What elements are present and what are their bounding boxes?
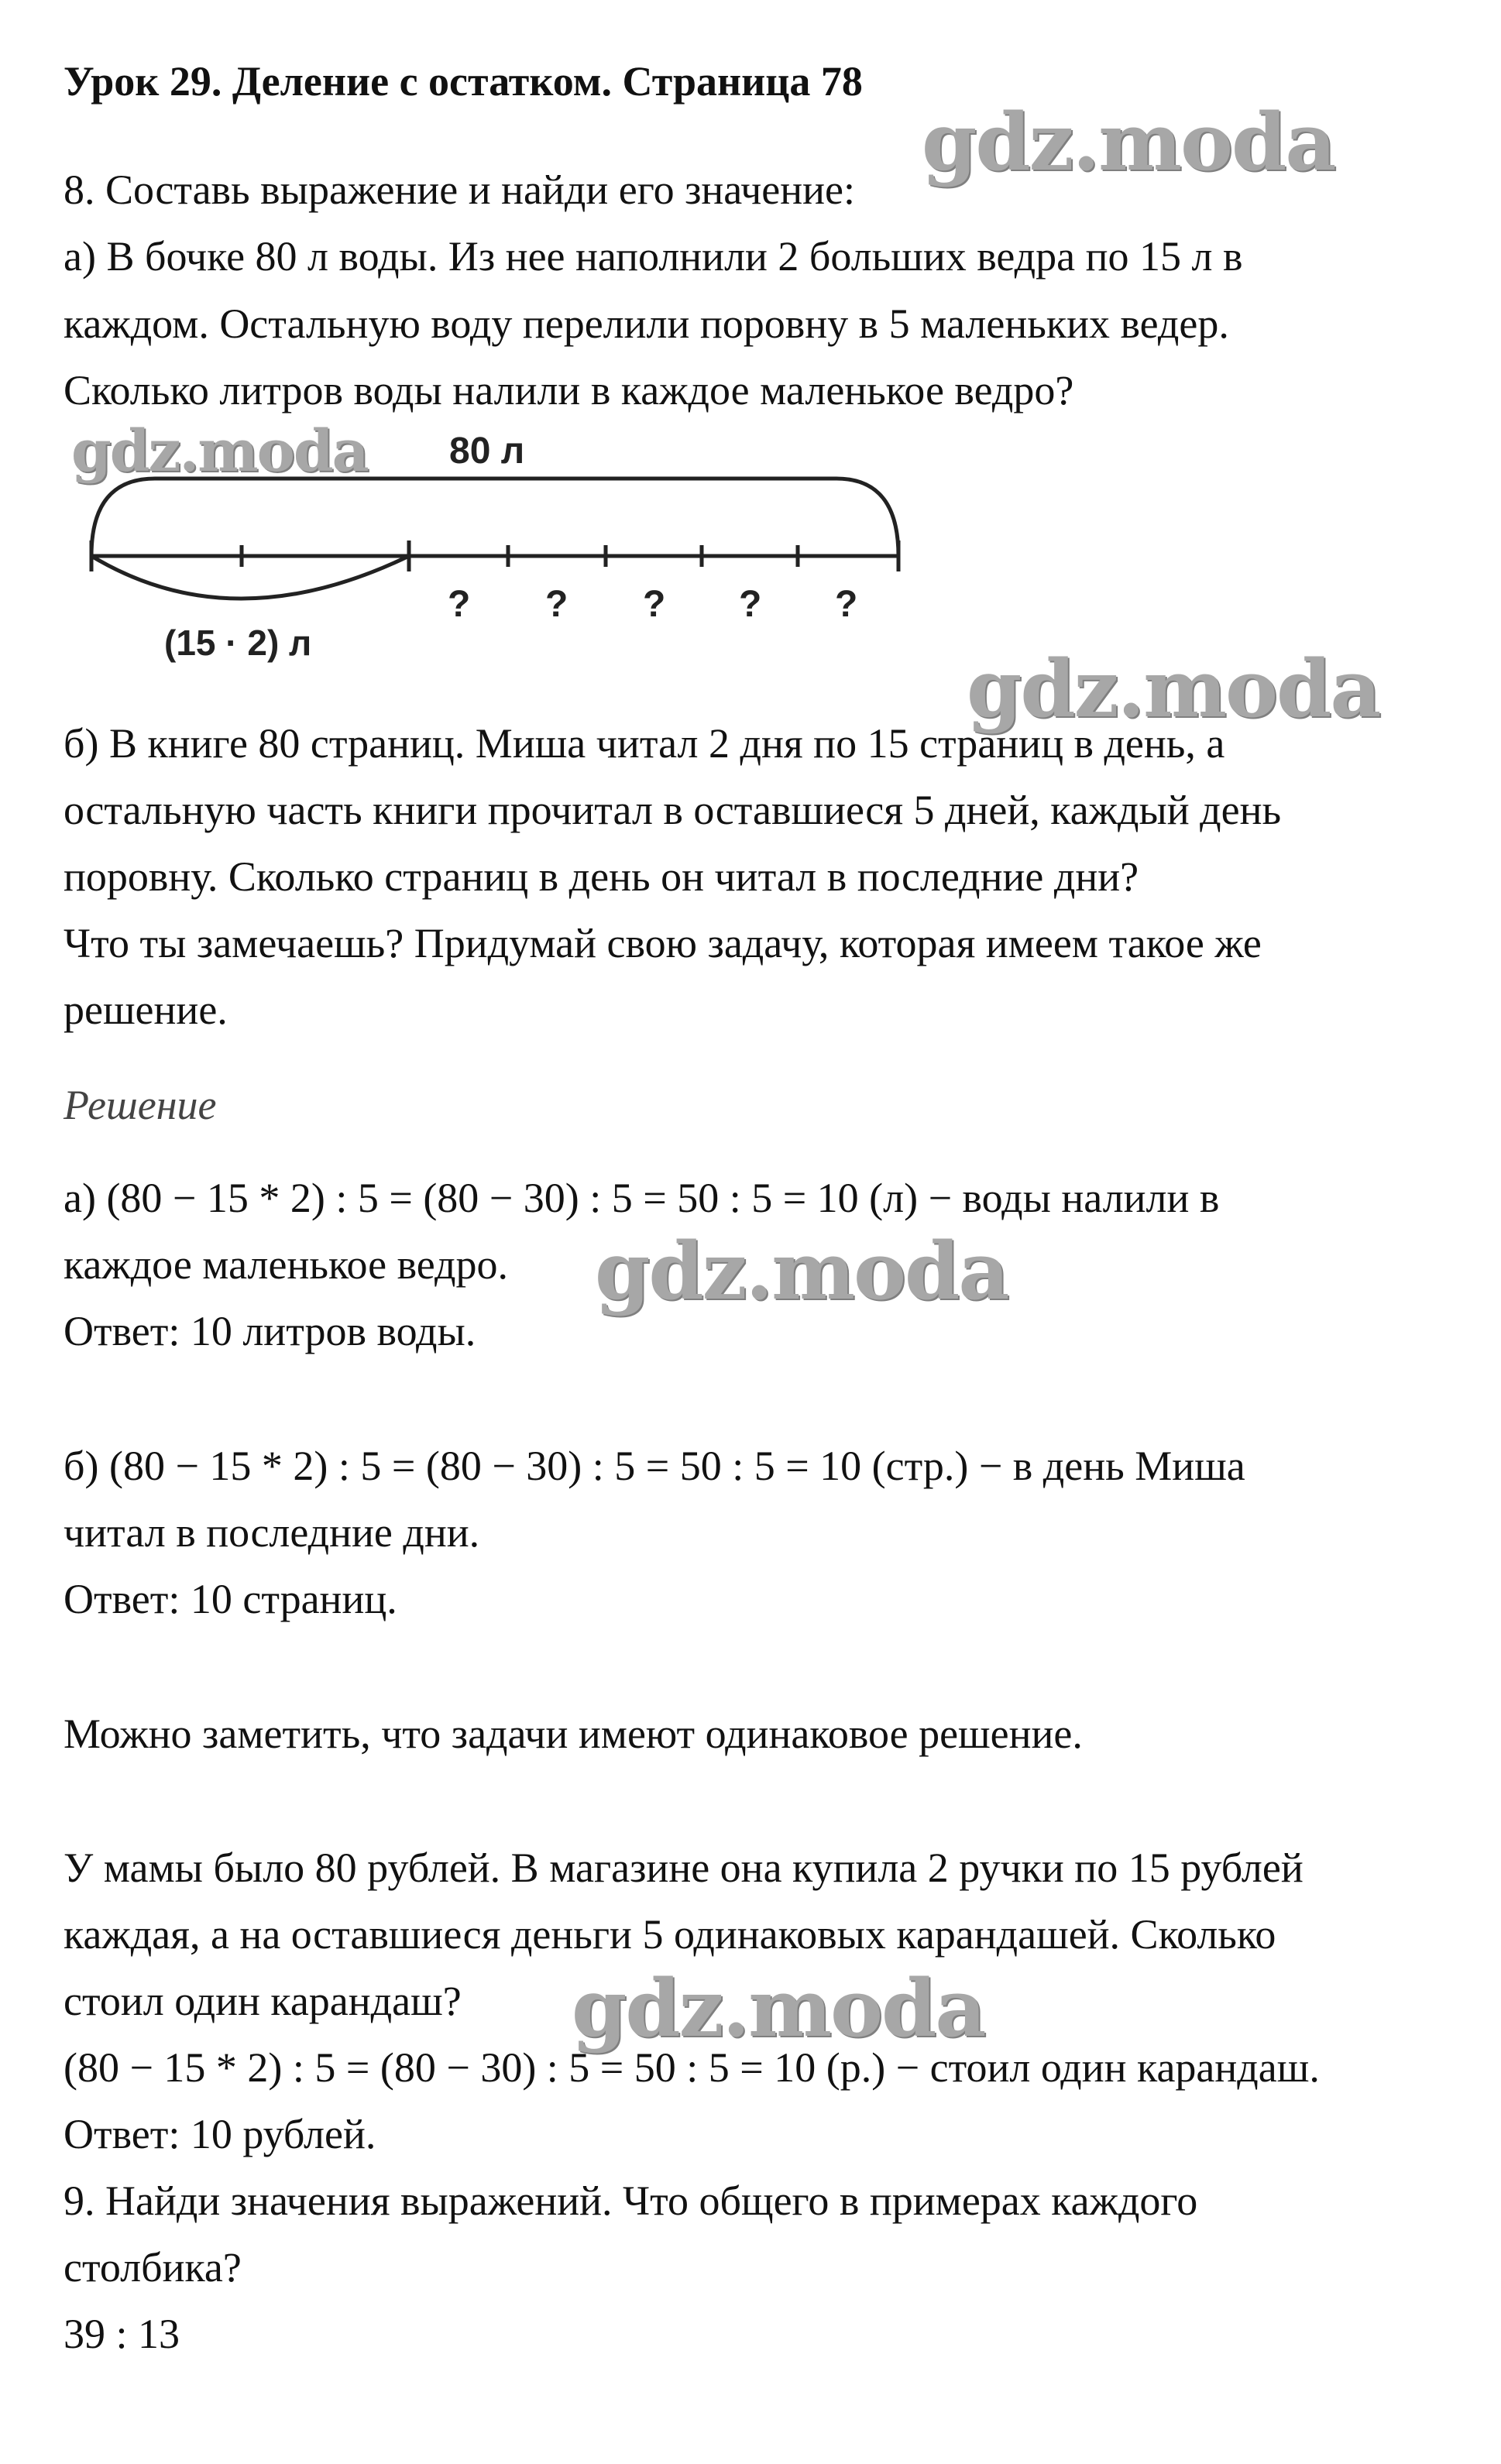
unknown-mark-5: ? (835, 584, 858, 625)
observation: Можно заметить, что задачи имеют одинаковое решение. (64, 1711, 1083, 1757)
task8-a-line-3: Сколько литров воды налили в каждое маленькое ведро? (64, 367, 1074, 414)
task8-b-line-4: Что ты замечаешь? Придумай свою задачу, которая имеем такое же (64, 920, 1262, 966)
task8-b-line-2: остальную часть книги прочитал в оставшиеся 5 дней, каждый день (64, 787, 1282, 833)
own-task-solution: (80 − 15 * 2) : 5 = (80 − 30) : 5 = 50 : 5 = 10 (р.) − стоил один карандаш. (64, 2044, 1320, 2091)
task8-b-line-5: решение. (64, 987, 228, 1033)
own-task-line-3: стоил один карандаш? (64, 1978, 462, 2024)
unknown-mark-4: ? (739, 584, 762, 625)
task8-b-line-3: поровну. Сколько страниц в день он читал в последние дни? (64, 853, 1139, 900)
unknown-mark-1: ? (448, 584, 471, 625)
watermark: gdz.moda (922, 96, 1335, 189)
task9-line-1: 9. Найди значения выражений. Что общего в примерах каждого (64, 2177, 1198, 2224)
own-task-answer: Ответ: 10 рублей. (64, 2111, 376, 2157)
solution-heading: Решение (64, 1082, 217, 1128)
solution-b-answer: Ответ: 10 страниц. (64, 1576, 397, 1622)
unknown-mark-2: ? (545, 584, 568, 625)
task9-expression: 39 : 13 (64, 2311, 180, 2357)
total-label: 80 л (449, 431, 525, 472)
task8-intro: 8. Составь выражение и найди его значение: (64, 166, 855, 213)
part-label: (15 · 2) л (164, 623, 312, 663)
watermark: gdz.moda (967, 643, 1380, 736)
total-brace (91, 479, 898, 556)
solution-a-line-1: а) (80 − 15 * 2) : 5 = (80 − 30) : 5 = 50 : 5 = 10 (л) − воды налили в (64, 1175, 1220, 1221)
part-arc (91, 556, 409, 599)
solution-b-line-2: читал в последние дни. (64, 1509, 480, 1556)
solution-b-line-1: б) (80 − 15 * 2) : 5 = (80 − 30) : 5 = 50 : 5 = 10 (стр.) − в день Миша (64, 1443, 1245, 1489)
own-task-line-1: У мамы было 80 рублей. В магазине она купила 2 ручки по 15 рублей (64, 1845, 1304, 1891)
task8-a-line-2: каждом. Остальную воду перелили поровну в 5 маленьких ведер. (64, 300, 1229, 347)
unknown-mark-3: ? (643, 584, 666, 625)
watermark: gdz.moda (71, 418, 368, 485)
page-title: Урок 29. Деление с остатком. Страница 78 (64, 58, 863, 105)
watermark: gdz.moda (595, 1225, 1008, 1318)
watermark: gdz.moda (572, 1962, 985, 2055)
solution-a-answer: Ответ: 10 литров воды. (64, 1308, 476, 1354)
task8-b-line-1: б) В книге 80 страниц. Миша читал 2 дня по 15 страниц в день, а (64, 720, 1225, 767)
task8-a-line-1: а) В бочке 80 л воды. Из нее наполнили 2 больших ведра по 15 л в (64, 233, 1243, 280)
own-task-line-2: каждая, а на оставшиеся деньги 5 одинаковых карандашей. Сколько (64, 1911, 1276, 1958)
task9-line-2: столбика? (64, 2244, 242, 2291)
solution-a-line-2: каждое маленькое ведро. (64, 1241, 509, 1288)
